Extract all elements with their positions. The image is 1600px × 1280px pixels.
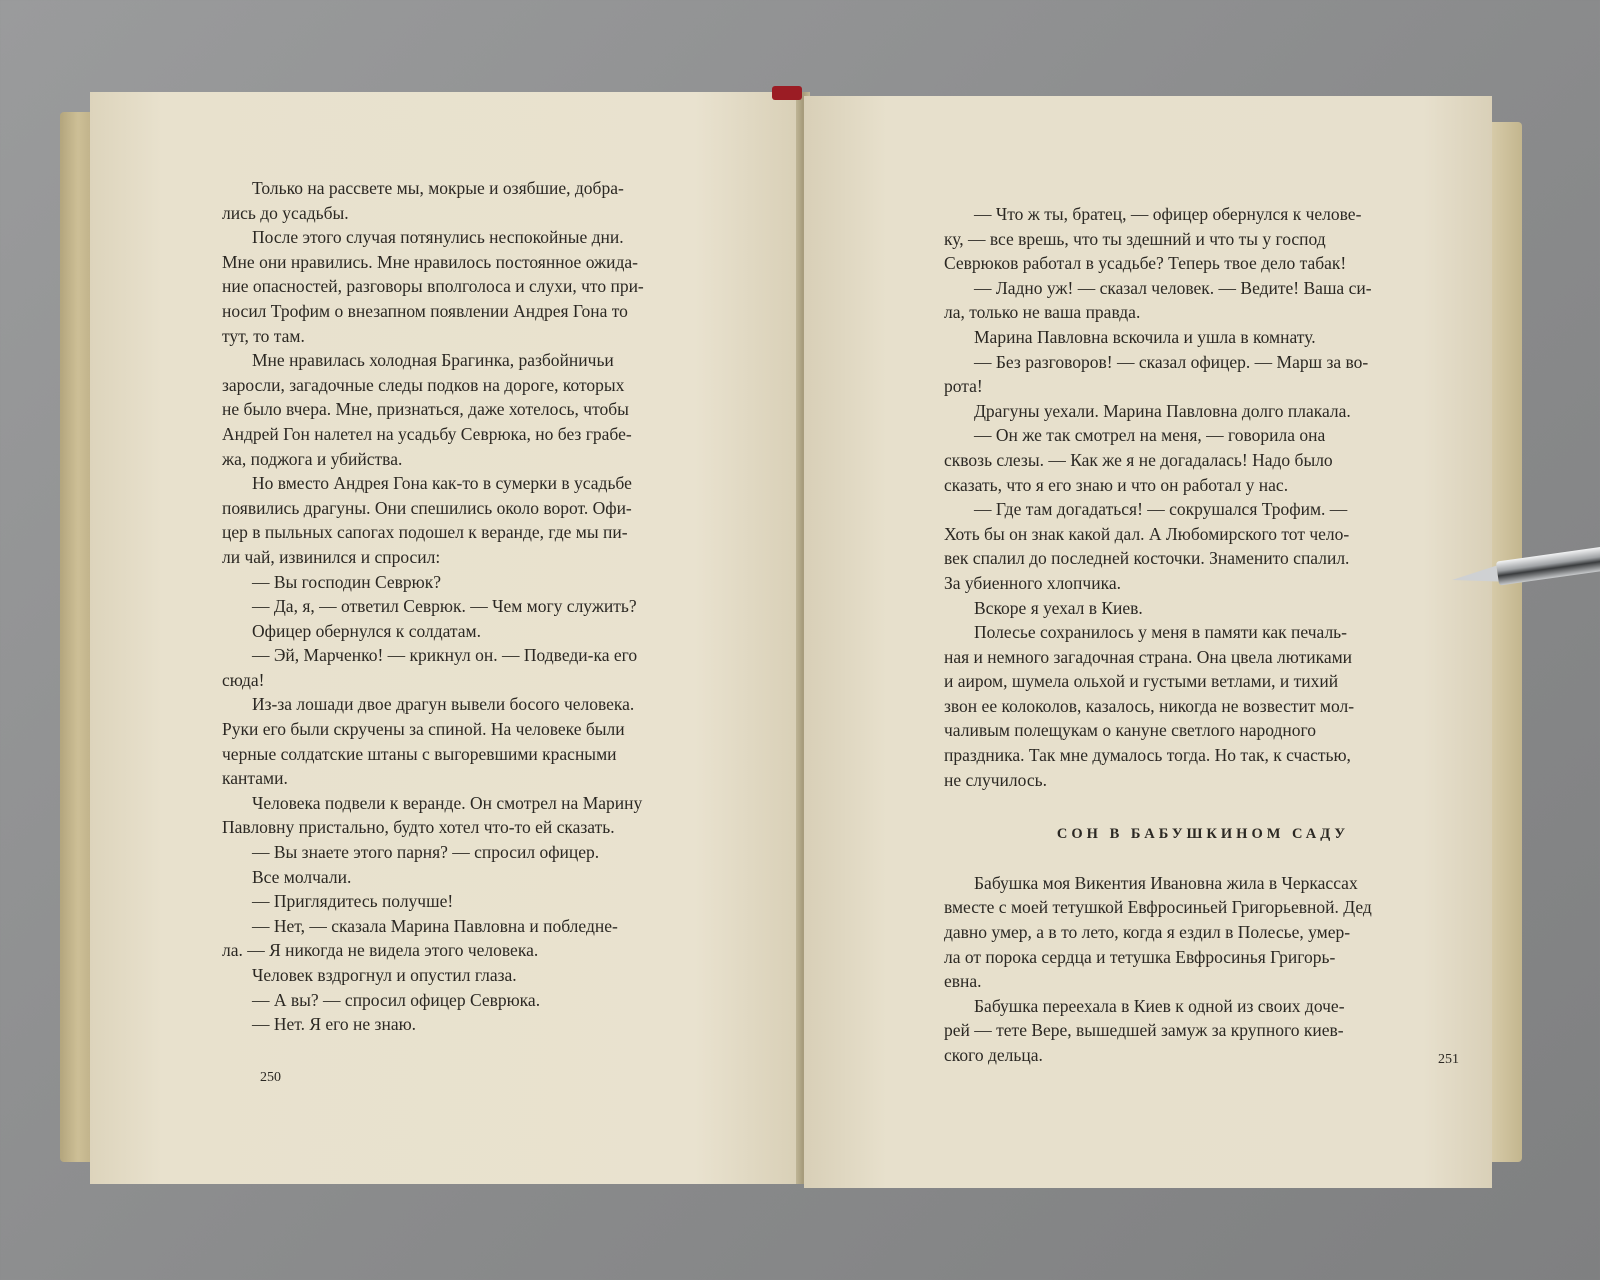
paragraph: После этого случая потянулись неспокойные дни. Мне они нравились. Мне нравилось постоянное ожида- ние опасностей, разговоры вполголоса и слухи, что при- носил Трофим о внезапном появлении Андрея Гона то тут, то там. (222, 227, 644, 346)
page-number-right: 251 (1438, 1052, 1459, 1067)
paragraph: Из-за лошади двое драгун вывели босого человека. Руки его были скручены за спиной. На человеке были черные солдатские штаны с выгоревшими красными кантами. (222, 694, 635, 789)
paragraph: — Что ж ты, братец, — офицер обернулся к челове- ку, — все врешь, что ты здешний и что ты у господ Севрюков работал в усадьбе? Теперь твое дело табак! (944, 204, 1362, 274)
paragraph: — Приглядитесь получше! (252, 891, 454, 912)
paragraph: — Нет, — сказала Марина Павловна и побледне- ла. — Я никогда не видела этого человека. (222, 915, 618, 961)
right-page-stack-edge (1492, 122, 1522, 1162)
paragraph: Только на рассвете мы, мокрые и озябшие, добра- лись до усадьбы. (222, 178, 624, 223)
paragraph: Вскоре я уехал в Киев. (974, 597, 1143, 618)
paragraph: Человека подвели к веранде. Он смотрел на Марину Павловну пристально, будто хотел что-то ей сказать. (222, 792, 643, 838)
pen-tip (1451, 566, 1499, 588)
paragraph: — Ладно уж! — сказал человек. — Ведите! Ваша си- ла, только не ваша правда. (944, 277, 1372, 323)
chapter-heading: СОН В БАБУШКИНОМ САДУ (1056, 826, 1350, 843)
right-page (804, 96, 1492, 1188)
paragraph: — А вы? — спросил офицер Севрюка. (252, 989, 541, 1010)
paragraph: — Нет. Я его не знаю. (252, 1014, 417, 1035)
paragraph: Но вместо Андрея Гона как-то в сумерки в усадьбе появились драгуны. Они спешились около ворот. Офи- цер в пыльных сапогах подошел к веранде, где мы пи- ли чай, извинился и спросил: (222, 473, 632, 567)
bookmark-ribbon (772, 86, 802, 100)
paragraph: — Вы господин Севрюк? (252, 571, 442, 592)
paragraph: — Да, я, — ответил Севрюк. — Чем могу служить? (252, 596, 637, 617)
paragraph: Марина Павловна вскочила и ушла в комнату. (974, 326, 1316, 347)
open-book (60, 92, 1522, 1184)
paragraph: — Где там догадаться! — сокрушался Трофим. — Хоть бы он знак какой дал. А Любомирского тот чело- век спалил до последней косточки. Знаменито спалил. За убиенного хлопчика. (944, 499, 1350, 593)
paragraph: Бабушка моя Викентия Ивановна жила в Черкассах вместе с моей тетушкой Евфросиньей Григорьевной. Дед давно умер, а в то лето, когда я ездил в Полесье, умер- ла от порока сердца и тетушка Евфросинья Григорь- евна. (944, 872, 1372, 992)
page-number-left: 250 (260, 1070, 281, 1085)
left-page-text (222, 176, 770, 1037)
paragraph: — Эй, Марченко! — крикнул он. — Подведи-ка его сюда! (222, 645, 638, 690)
paragraph: Человек вздрогнул и опустил глаза. (252, 965, 517, 985)
paragraph: Мне нравилась холодная Брагинка, разбойничьи заросли, загадочные следы подков на дороге, которых не было вчера. Мне, признаться, даже хотелось, чтобы Андрей Гон налетел на усадьбу Севрюка, но без грабе- жа, поджога и убийства. (222, 350, 632, 469)
paragraph: Полесье сохранилось у меня в памяти как печаль- ная и немного загадочная страна. Она цвела лютиками и аиром, шумела ольхой и густыми ветлами, и тихий звон ее колоколов, казалось, никогда не возвестит мол- чаливым полещукам о кануне светлого народного праздника. Так мне думалось тогда. Но так, к счастью, не случилось. (944, 622, 1355, 790)
paragraph: Драгуны уехали. Марина Павловна долго плакала. (974, 400, 1351, 421)
paragraph: Бабушка переехала в Киев к одной из своих доче- рей — тете Вере, вышедшей замуж за крупного киев- ского дельца. (944, 995, 1345, 1065)
right-page-text (944, 202, 1462, 1068)
paragraph: Офицер обернулся к солдатам. (252, 620, 482, 641)
paragraph: Все молчали. (252, 866, 352, 887)
left-page (90, 92, 802, 1184)
paragraph: — Он же так смотрел на меня, — говорила она сквозь слезы. — Как же я не догадалась! Надо было сказать, что я его знаю и что он работал у нас. (944, 425, 1333, 495)
paragraph: — Вы знаете этого парня? — спросил офицер. (252, 842, 600, 863)
paragraph: — Без разговоров! — сказал офицер. — Марш за во- рота! (944, 351, 1369, 397)
